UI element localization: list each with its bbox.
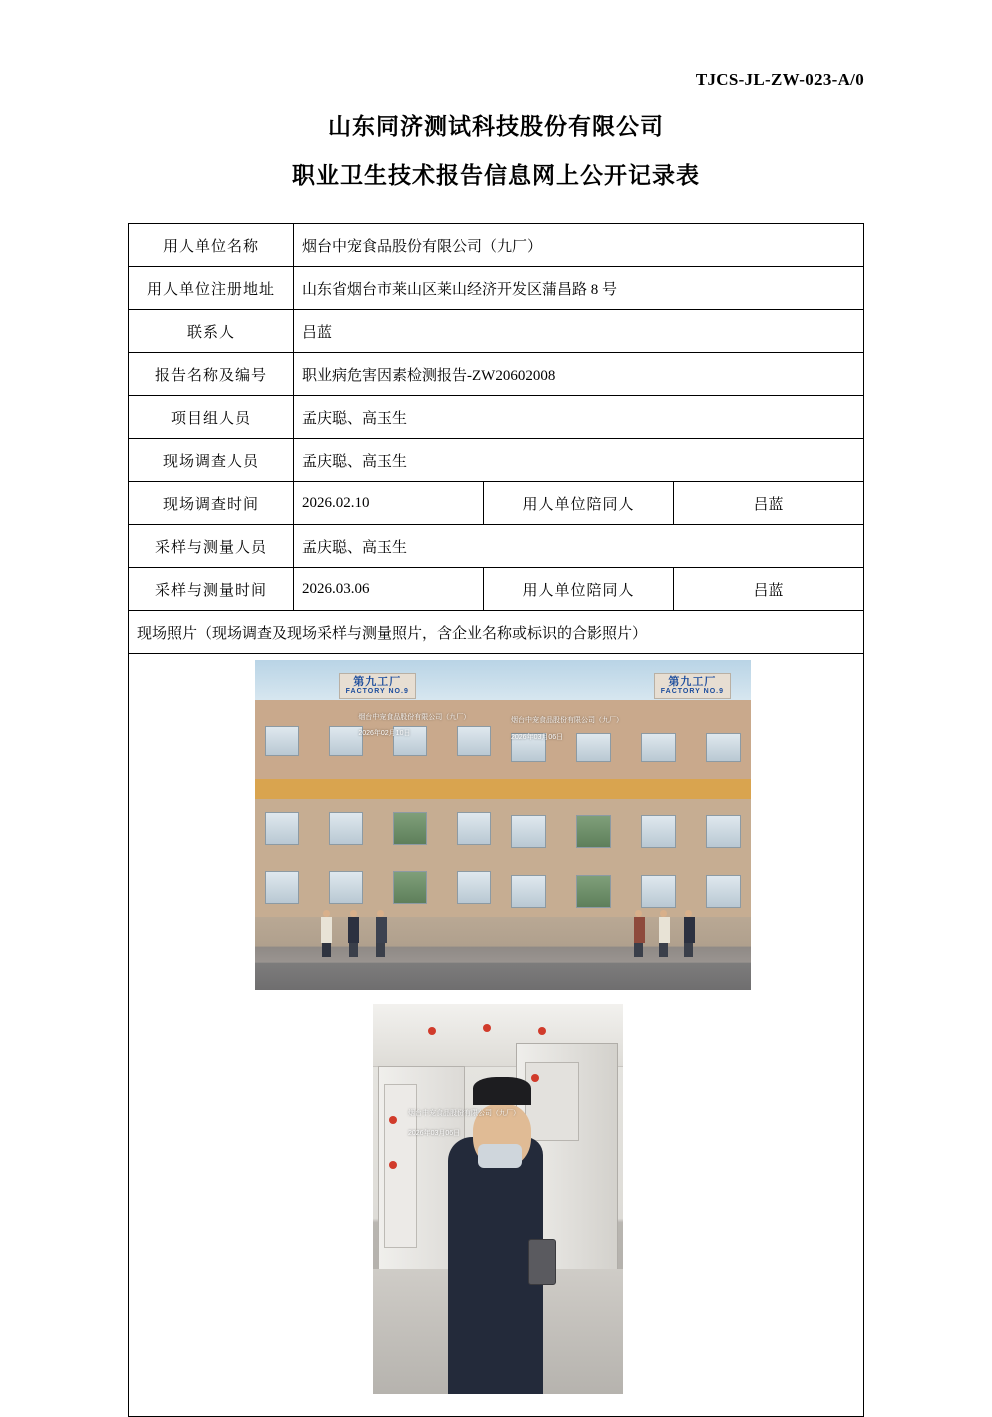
measurement-device xyxy=(528,1239,556,1285)
row-value-survey-staff: 孟庆聪、高玉生 xyxy=(294,439,864,482)
table-row xyxy=(129,568,864,611)
window xyxy=(265,871,299,904)
form-title: 职业卫生技术报告信息网上公开记录表 xyxy=(292,162,700,188)
person-head xyxy=(660,910,667,917)
window xyxy=(576,815,611,848)
person-body xyxy=(659,917,670,943)
photo-watermark-company: 烟台中宠食品股份有限公司（九厂） xyxy=(408,1110,520,1118)
window-row-lower xyxy=(265,871,491,904)
person-legs xyxy=(634,943,643,957)
person-figure xyxy=(348,910,358,957)
face-mask xyxy=(478,1144,522,1168)
row-label-contact: 联系人 xyxy=(129,310,294,353)
table-row xyxy=(129,267,864,310)
photo-watermark-company: 烟台中宠食品股份有限公司（九厂） xyxy=(358,713,471,721)
row-value-contact: 吕蓝 xyxy=(294,310,864,353)
row-value-sampling-escort: 吕蓝 xyxy=(674,568,864,611)
person-figure xyxy=(684,910,694,957)
person-figure xyxy=(659,910,669,957)
site-survey-photo xyxy=(255,660,501,990)
row-label-employer-name: 用人单位名称 xyxy=(129,224,294,267)
person-body xyxy=(321,917,332,943)
table-row xyxy=(129,654,864,1417)
indicator-light xyxy=(389,1161,397,1169)
person-legs xyxy=(322,943,331,957)
window xyxy=(706,815,741,848)
window xyxy=(457,726,491,756)
table-row xyxy=(129,310,864,353)
site-sampling-photo xyxy=(501,660,751,990)
wall-accent-band xyxy=(501,779,751,799)
photos-cell xyxy=(129,654,864,1417)
row-value-employer-address: 山东省烟台市莱山区莱山经济开发区蒲昌路 8 号 xyxy=(294,267,864,310)
row-label-survey-escort: 用人单位陪同人 xyxy=(484,482,674,525)
photo-watermark-date: 2026年03月06日 xyxy=(511,733,564,741)
photo-watermark-date: 2026年03月06日 xyxy=(408,1129,461,1137)
photo-watermark-company: 烟台中宠食品股份有限公司（九厂） xyxy=(511,717,623,725)
factory-sign xyxy=(654,673,731,699)
window xyxy=(511,815,546,848)
person-body xyxy=(634,917,645,943)
person-body xyxy=(376,917,387,943)
company-title: 山东同济测试科技股份有限公司 xyxy=(328,114,664,139)
person-body xyxy=(348,917,359,943)
row-value-survey-time: 2026.02.10 xyxy=(294,482,484,525)
photo-watermark-date: 2026年02月10日 xyxy=(358,730,411,738)
photos-container xyxy=(137,656,855,1414)
window xyxy=(641,875,676,908)
row-value-report-name: 职业病危害因素检测报告-ZW20602008 xyxy=(294,353,864,396)
wall-accent-band xyxy=(255,779,501,799)
row-value-sampling-staff: 孟庆聪、高玉生 xyxy=(294,525,864,568)
person-legs xyxy=(349,943,358,957)
window xyxy=(576,733,611,763)
person-head xyxy=(323,910,330,917)
factory-sign-sub: FACTORY NO.9 xyxy=(660,688,724,696)
window xyxy=(706,733,741,763)
row-label-survey-time: 现场调查时间 xyxy=(129,482,294,525)
factory-sign xyxy=(339,673,416,699)
row-value-project-team: 孟庆聪、高玉生 xyxy=(294,396,864,439)
person-head xyxy=(377,910,384,917)
table-row xyxy=(129,224,864,267)
wall-lower xyxy=(501,917,751,990)
window xyxy=(393,871,427,904)
window-row-middle xyxy=(265,812,491,845)
table-row xyxy=(129,611,864,654)
switchgear-room-graphic xyxy=(373,1004,623,1394)
table-row xyxy=(129,396,864,439)
factory-facade-graphic xyxy=(501,660,751,990)
person-legs xyxy=(659,943,668,957)
person-head xyxy=(635,910,642,917)
indicator-light xyxy=(531,1074,539,1082)
person-head xyxy=(685,910,692,917)
window-row-lower xyxy=(511,875,741,908)
row-value-survey-escort: 吕蓝 xyxy=(674,482,864,525)
window xyxy=(576,875,611,908)
title-block xyxy=(128,110,864,193)
window xyxy=(706,875,741,908)
row-label-employer-address: 用人单位注册地址 xyxy=(129,267,294,310)
factory-sign-main: 第九工厂 xyxy=(353,676,402,689)
window xyxy=(641,733,676,763)
window xyxy=(457,871,491,904)
row-label-project-team: 项目组人员 xyxy=(129,396,294,439)
factory-sign-sub: FACTORY NO.9 xyxy=(345,688,409,696)
row-label-survey-staff: 现场调查人员 xyxy=(129,439,294,482)
window xyxy=(265,726,299,756)
row-label-sampling-escort: 用人单位陪同人 xyxy=(484,568,674,611)
table-row xyxy=(129,353,864,396)
indicator-light xyxy=(483,1024,491,1032)
window-row-middle xyxy=(511,815,741,848)
row-value-employer-name: 烟台中宠食品股份有限公司（九厂） xyxy=(294,224,864,267)
row-value-sampling-time: 2026.03.06 xyxy=(294,568,484,611)
factory-sign-main: 第九工厂 xyxy=(668,676,717,689)
table-row xyxy=(129,482,864,525)
photos-section-header: 现场照片（现场调查及现场采样与测量照片，含企业名称或标识的合影照片） xyxy=(129,611,864,654)
row-label-sampling-staff: 采样与测量人员 xyxy=(129,525,294,568)
table-row xyxy=(129,439,864,482)
person-figure xyxy=(634,910,644,957)
window xyxy=(393,812,427,845)
worker-hair xyxy=(473,1077,531,1105)
indoor-measurement-photo xyxy=(373,1004,623,1394)
person-head xyxy=(350,910,357,917)
window xyxy=(511,875,546,908)
factory-facade-graphic xyxy=(255,660,501,990)
window xyxy=(457,812,491,845)
window xyxy=(329,871,363,904)
person-figure xyxy=(376,910,386,957)
window xyxy=(329,812,363,845)
person-body xyxy=(684,917,695,943)
person-figure xyxy=(321,910,331,957)
window xyxy=(265,812,299,845)
document-code: TJCS-JL-ZW-023-A/0 xyxy=(695,70,864,89)
window xyxy=(641,815,676,848)
person-legs xyxy=(376,943,385,957)
row-label-report-name: 报告名称及编号 xyxy=(129,353,294,396)
person-legs xyxy=(684,943,693,957)
record-table xyxy=(128,223,864,1417)
row-label-sampling-time: 采样与测量时间 xyxy=(129,568,294,611)
table-row xyxy=(129,525,864,568)
